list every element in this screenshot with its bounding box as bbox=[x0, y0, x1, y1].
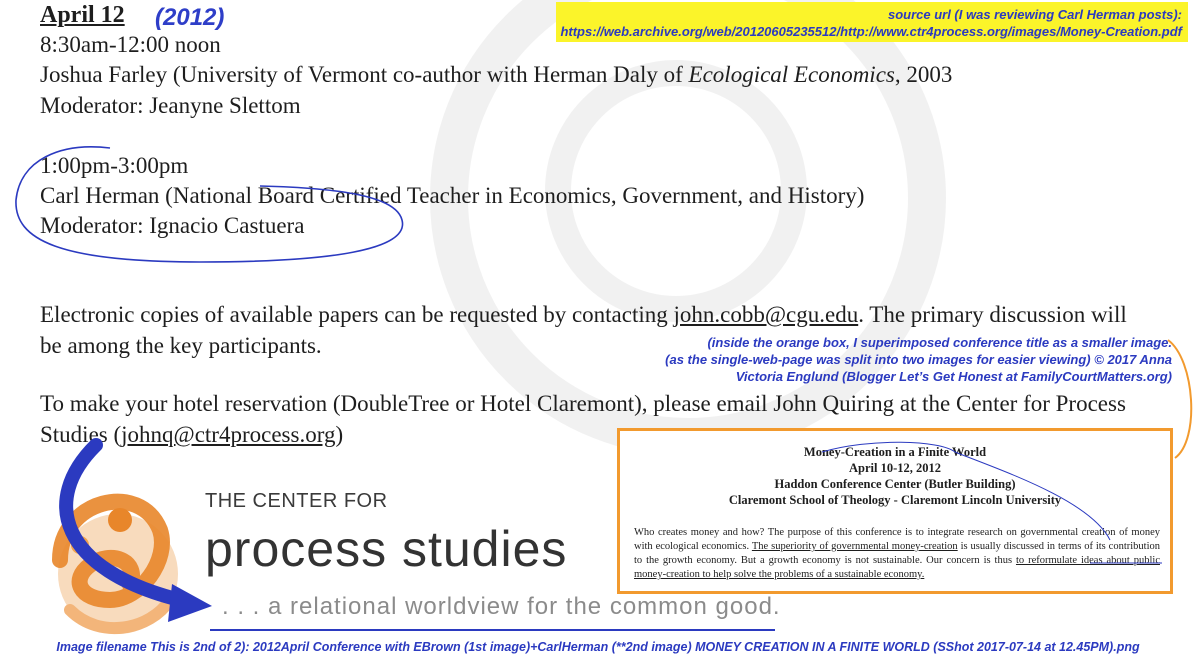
conference-title: Money-Creation in a Finite World bbox=[803, 445, 987, 459]
conference-venue: Haddon Conference Center (Butler Building) bbox=[774, 477, 1016, 491]
conference-school: Claremont School of Theology - Claremont Lincoln University bbox=[728, 493, 1062, 507]
image-filename-caption: Image filename This is 2nd of 2): 2012April Conference with EBrown (1st image)+CarlHerman (**2nd image) MONEY CREATION IN A FINITE WORLD (SShot 2017-07-14 at 12.45PM).png bbox=[56, 640, 1140, 654]
logo-the-center-for: THE CENTER FOR bbox=[205, 490, 388, 512]
circle-annotation-mark bbox=[16, 147, 403, 262]
page-date: April 12 bbox=[40, 2, 125, 28]
logo-process-studies: process studies bbox=[205, 521, 568, 577]
logo-tagline: . . . a relational worldview for the common good. bbox=[222, 593, 781, 620]
arrow-head-mark bbox=[168, 584, 212, 622]
annotation-note: (inside the orange box, I superimposed conference title as a smaller image. (as the single-web-page was split into two images for easier viewing) © 2017 Anna Victoria Englund (Blogger Let’s Get Honest at FamilyCourtMatters.org) bbox=[665, 335, 1172, 384]
arrow-annotation-mark bbox=[66, 445, 180, 600]
session-2-moderator: Moderator: Ignacio Castuera bbox=[40, 213, 305, 238]
connector-line-mark bbox=[955, 452, 1110, 540]
papers-paragraph: Electronic copies of available papers can be requested by contacting john.cobb@cgu.edu. The primary discussion will be among the key participants. bbox=[40, 302, 1127, 358]
conference-dates: April 10-12, 2012 bbox=[848, 461, 941, 475]
note-connector-mark bbox=[1168, 340, 1191, 458]
session-1-speaker: Joshua Farley (University of Vermont co-author with Herman Daly of Ecological Economics, 2003 bbox=[40, 62, 953, 87]
title-underline-mark bbox=[822, 442, 955, 452]
session-1-moderator: Moderator: Jeanyne Slettom bbox=[40, 93, 301, 118]
year-annotation: (2012) bbox=[155, 4, 225, 31]
cobb-email-link[interactable]: john.cobb@cgu.edu bbox=[673, 302, 859, 327]
source-label: source url (I was reviewing Carl Herman posts): bbox=[887, 7, 1182, 22]
session-2-speaker: Carl Herman (National Board Certified Teacher in Economics, Government, and History) bbox=[40, 183, 865, 208]
source-url[interactable]: https://web.archive.org/web/20120605235512/http://www.ctr4process.org/images/Money-Creation.pdf bbox=[560, 24, 1182, 39]
session-1-time: 8:30am-12:00 noon bbox=[40, 32, 221, 57]
quiring-email-link[interactable]: johnq@ctr4process.org bbox=[121, 422, 336, 447]
session-2-time: 1:00pm-3:00pm bbox=[40, 153, 189, 178]
conference-description: Who creates money and how? The purpose of this conference is to integrate research on governmental creation of money with ecological economics. The superiority of governmental money-creation is usually discussed in terms of its contribution to the growth economy. But a growth economy is not sustainable. Our concern is thus to reformulate ideas about public money-creation to help solve the problems of a sustainable economy. bbox=[634, 527, 1160, 580]
hotel-paragraph: To make your hotel reservation (DoubleTree or Hotel Claremont), please email John Quiring at the Center for Process Studies (johnq@ctr4process.org) bbox=[40, 391, 1126, 447]
